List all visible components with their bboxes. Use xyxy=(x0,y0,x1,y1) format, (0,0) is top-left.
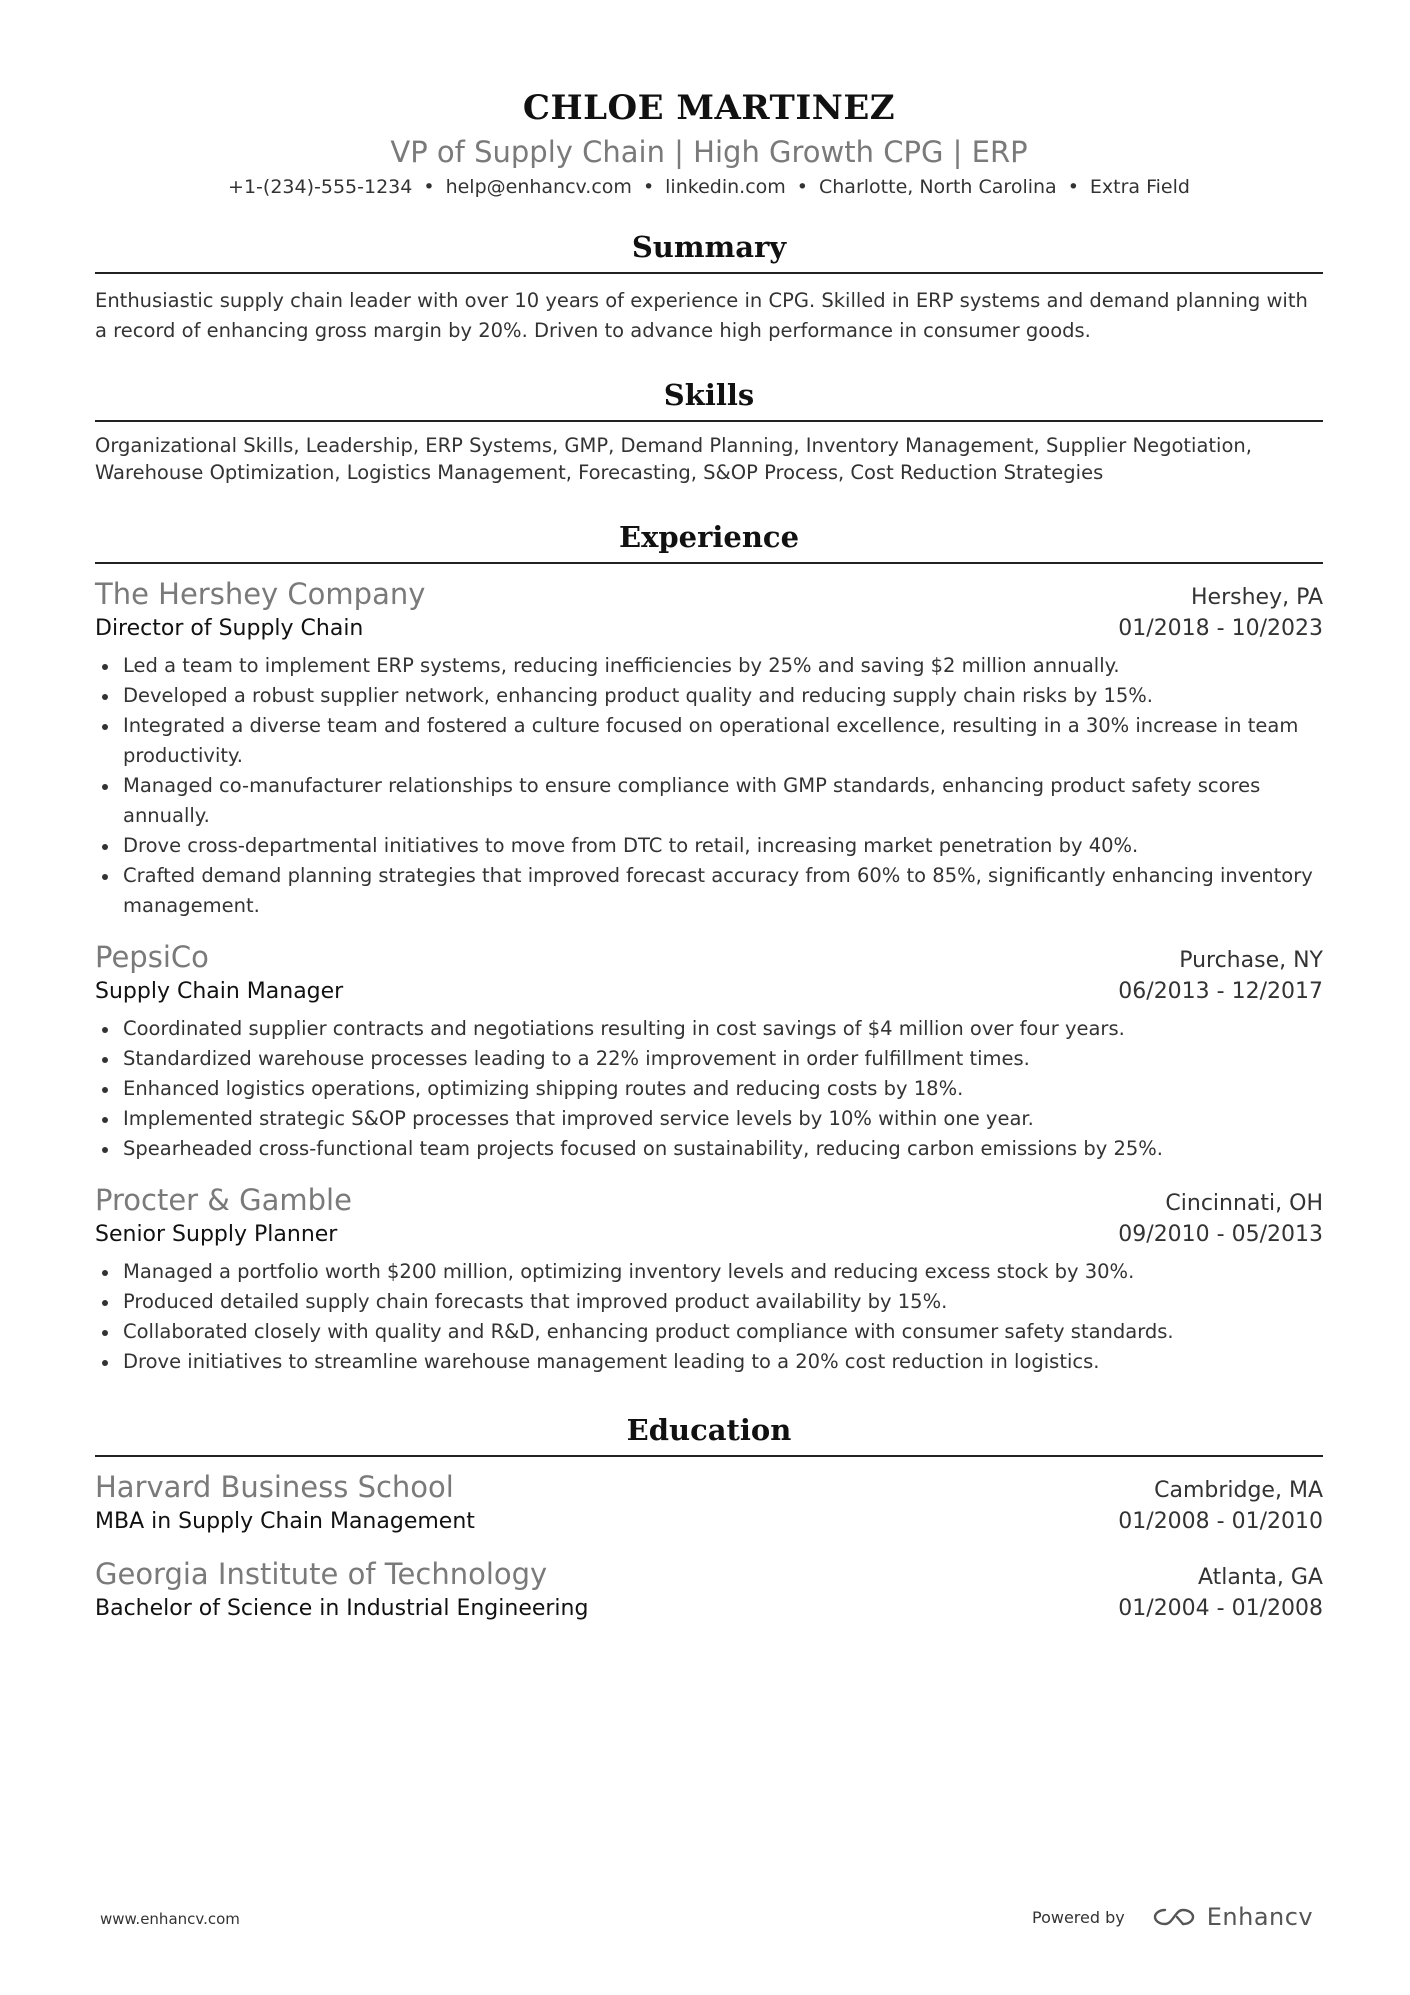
summary-text: Enthusiastic supply chain leader with over 10 years of experience in CPG. Skilled in ERP systems and demand planning with a record of enhancing gross margin by 20%. Driven to advance high performance in consumer goods. xyxy=(95,289,1308,342)
education-entry xyxy=(95,1469,1323,1538)
school-location: Cambridge, MA xyxy=(1154,1478,1323,1503)
candidate-name: CHLOE MARTINEZ xyxy=(522,88,896,128)
education-section xyxy=(95,1411,1323,1625)
job-bullet: Implemented strategic S&OP processes that improved service levels by 10% within one year. xyxy=(95,1104,1323,1134)
job-bullet: Enhanced logistics operations, optimizing shipping routes and reducing costs by 18%. xyxy=(95,1074,1323,1104)
summary-section xyxy=(95,228,1323,346)
brand-name: Enhancv xyxy=(1206,1903,1314,1931)
job-role: Supply Chain Manager xyxy=(95,979,344,1004)
job-entry xyxy=(95,939,1323,1164)
job-location: Hershey, PA xyxy=(1191,585,1323,610)
job-bullet: Crafted demand planning strategies that improved forecast accuracy from 60% to 85%, significantly enhancing inventory management. xyxy=(95,861,1323,921)
job-bullet: Led a team to implement ERP systems, reducing inefficiencies by 25% and saving $2 million annually. xyxy=(95,651,1323,681)
powered-by-label: Powered by xyxy=(1032,1907,1125,1927)
degree: MBA in Supply Chain Management xyxy=(95,1509,475,1534)
job-entry xyxy=(95,1182,1323,1377)
job-bullet: Coordinated supplier contracts and negotiations resulting in cost savings of $4 million over four years. xyxy=(95,1014,1323,1044)
job-location: Purchase, NY xyxy=(1179,948,1323,973)
job-bullet: Drove cross-departmental initiatives to move from DTC to retail, increasing market penetration by 40%. xyxy=(95,831,1323,861)
phone: +1-(234)-555-1234 xyxy=(228,176,413,198)
education-dates: 01/2004 - 01/2008 xyxy=(1118,1596,1323,1621)
job-bullet: Developed a robust supplier network, enhancing product quality and reducing supply chain risks by 15%. xyxy=(95,681,1323,711)
education-entry xyxy=(95,1556,1323,1625)
bullet-separator: • xyxy=(1067,176,1079,198)
job-bullets xyxy=(95,651,1323,921)
summary-heading: Summary xyxy=(95,228,1323,274)
bullet-separator: • xyxy=(796,176,808,198)
extra-field: Extra Field xyxy=(1089,176,1190,198)
company-name: PepsiCo xyxy=(95,940,209,974)
experience-section xyxy=(95,518,1323,1377)
skills-heading: Skills xyxy=(95,376,1323,422)
job-bullet: Managed co-manufacturer relationships to ensure compliance with GMP standards, enhancing product safety scores annually. xyxy=(95,771,1323,831)
skills-section xyxy=(95,376,1323,486)
skills-text: Organizational Skills, Leadership, ERP Systems, GMP, Demand Planning, Inventory Management, Supplier Negotiation, Warehouse Optimization, Logistics Management, Forecasting, S&OP Process, Cost Reduction Strategies xyxy=(95,434,1252,484)
job-dates: 09/2010 - 05/2013 xyxy=(1118,1222,1323,1247)
resume-page xyxy=(95,0,1323,1625)
bullet-separator: • xyxy=(423,176,435,198)
job-entry xyxy=(95,576,1323,921)
company-name: Procter & Gamble xyxy=(95,1183,352,1217)
candidate-title: VP of Supply Chain | High Growth CPG | ERP xyxy=(390,135,1028,169)
job-bullets xyxy=(95,1014,1323,1164)
school-name: Georgia Institute of Technology xyxy=(95,1557,548,1591)
job-dates: 01/2018 - 10/2023 xyxy=(1118,616,1323,641)
job-bullet: Integrated a diverse team and fostered a culture focused on operational excellence, resulting in a 30% increase in team productivity. xyxy=(95,711,1323,771)
job-location: Cincinnati, OH xyxy=(1165,1191,1323,1216)
bullet-separator: • xyxy=(642,176,655,198)
job-role: Director of Supply Chain xyxy=(95,616,364,641)
email-link[interactable]: help@enhancv.com xyxy=(445,176,632,198)
education-dates: 01/2008 - 01/2010 xyxy=(1118,1509,1323,1534)
job-bullets xyxy=(95,1257,1323,1377)
job-bullet: Managed a portfolio worth $200 million, optimizing inventory levels and reducing excess stock by 30%. xyxy=(95,1257,1323,1287)
job-bullet: Spearheaded cross-functional team projects focused on sustainability, reducing carbon emissions by 25%. xyxy=(95,1134,1323,1164)
degree: Bachelor of Science in Industrial Engineering xyxy=(95,1596,589,1621)
job-bullet: Standardized warehouse processes leading to a 22% improvement in order fulfillment times. xyxy=(95,1044,1323,1074)
company-name: The Hershey Company xyxy=(95,577,426,611)
job-dates: 06/2013 - 12/2017 xyxy=(1118,979,1323,1004)
footer-website-link[interactable]: www.enhancv.com xyxy=(100,1910,240,1928)
job-bullet: Produced detailed supply chain forecasts that improved product availability by 15%. xyxy=(95,1287,1323,1317)
education-heading: Education xyxy=(95,1411,1323,1457)
linkedin-link[interactable]: linkedin.com xyxy=(665,176,786,198)
enhancv-logo[interactable] xyxy=(1151,1903,1313,1931)
contact-line xyxy=(95,174,1323,200)
job-bullet: Collaborated closely with quality and R&D, enhancing product compliance with consumer safety standards. xyxy=(95,1317,1323,1347)
footer-branding xyxy=(1032,1903,1313,1931)
school-location: Atlanta, GA xyxy=(1197,1565,1323,1590)
enhancv-logo-icon xyxy=(1151,1905,1197,1929)
job-bullet: Drove initiatives to streamline warehouse management leading to a 20% cost reduction in logistics. xyxy=(95,1347,1323,1377)
school-name: Harvard Business School xyxy=(95,1470,454,1504)
job-role: Senior Supply Planner xyxy=(95,1222,338,1247)
location: Charlotte, North Carolina xyxy=(819,176,1057,198)
experience-heading: Experience xyxy=(95,518,1323,564)
